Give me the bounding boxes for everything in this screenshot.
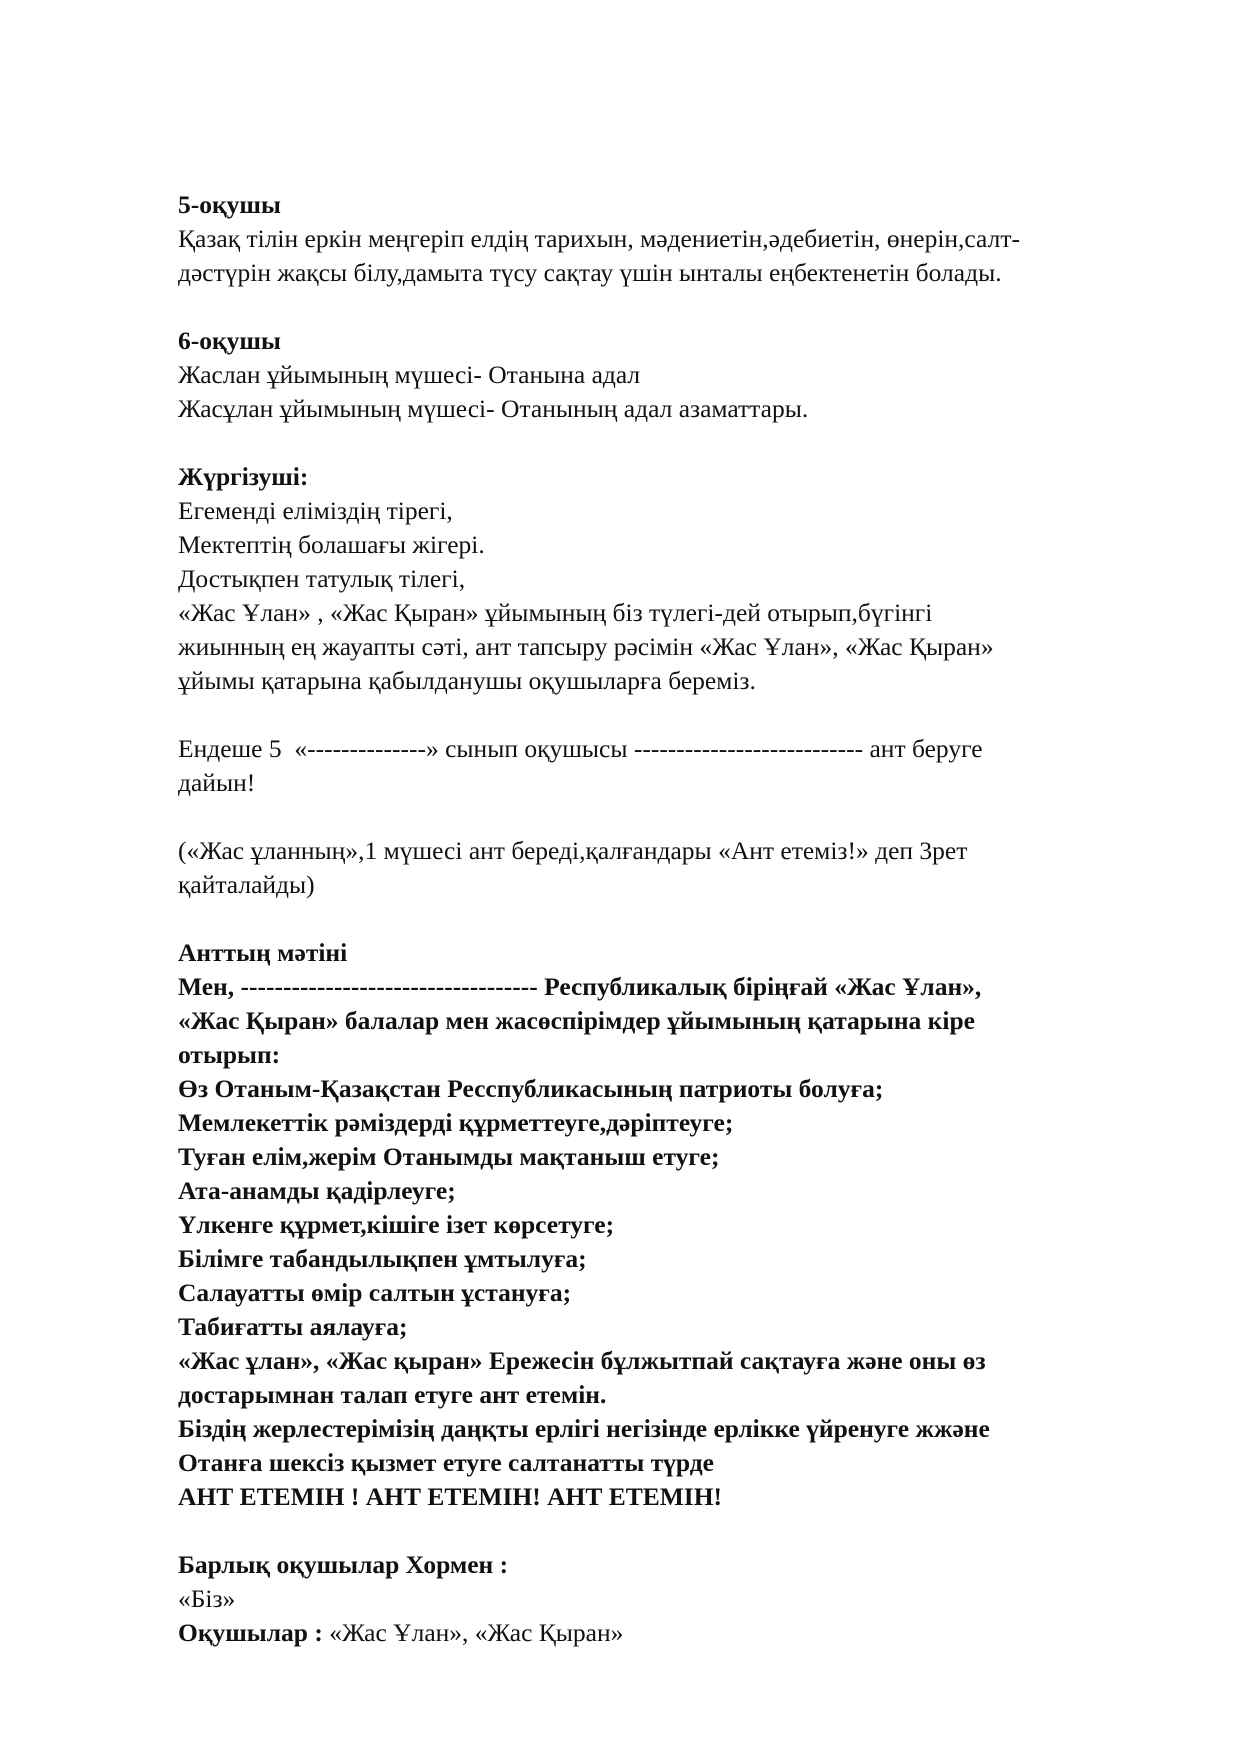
section-heading-student-5: 5-оқушы <box>178 190 281 219</box>
body-line: дайын! <box>178 768 256 797</box>
body-line: Достықпен татулық тілегі, <box>178 564 466 593</box>
oath-line: «Жас Қыран» балалар мен жасөспірімдер ұйымының қатарына кіре <box>178 1006 975 1035</box>
oath-line: Ата-анамды қадірлеуге; <box>178 1176 456 1205</box>
paragraph-gap <box>178 1514 1178 1548</box>
students-line <box>178 1616 1178 1650</box>
oath-line: Табиғатты аялауға; <box>178 1312 408 1341</box>
oath-line: Мен, ----------------------------------- Республикалық біріңғай «Жас Ұлан», <box>178 972 982 1001</box>
body-line: ұйымы қатарына қабылданушы оқушыларға береміз. <box>178 666 756 695</box>
body-line: Егеменді еліміздің тірегі, <box>178 496 453 525</box>
paragraph-gap <box>178 902 1178 936</box>
body-line: Ендеше 5 «--------------» сынып оқушысы --------------------------- ант беруге <box>178 734 983 763</box>
oath-line: Өз Отаным-Қазақстан Ресспубликасының патриоты болуға; <box>178 1074 884 1103</box>
body-line: жиынның ең жауапты сәті, ант тапсыру рәсімін «Жас Ұлан», «Жас Қыран» <box>178 632 994 661</box>
section-heading-host: Жүргізуші: <box>178 462 309 491</box>
document-body <box>178 188 1178 1650</box>
body-line: Мектептің болашағы жігері. <box>178 530 485 559</box>
section-heading-student-6: 6-оқушы <box>178 326 281 355</box>
oath-line: Үлкенге құрмет,кішіге ізет көрсетуге; <box>178 1210 615 1239</box>
oath-line: Біздің жерлестерімізің даңқты ерлігі негізінде ерлікке үйренуге жжәне <box>178 1414 990 1443</box>
body-line: Жасұлан ұйымының мүшесі- Отанының адал азаматтары. <box>178 394 809 423</box>
oath-line: Салауатты өмір салтын ұстануға; <box>178 1278 572 1307</box>
oath-line: АНТ ЕТЕМІН ! АНТ ЕТЕМІН! АНТ ЕТЕМІН! <box>178 1482 723 1511</box>
oath-line: Отанға шексіз қызмет етуге салтанатты түрде <box>178 1448 714 1477</box>
students-label: Оқушылар : <box>178 1618 323 1647</box>
body-line: дәстүрін жақсы білу,дамыта түсу сақтау үшін ынталы еңбектенетін болады. <box>178 258 1002 287</box>
section-heading-oath-text: Анттың мәтіні <box>178 938 348 967</box>
stage-note-line: қайталайды) <box>178 870 315 899</box>
oath-line: достарымнан талап етуге ант етемін. <box>178 1380 607 1409</box>
body-line: «Жас Ұлан» , «Жас Қыран» ұйымының біз түлегі-дей отырып,бүгінгі <box>178 598 933 627</box>
paragraph-gap <box>178 426 1178 460</box>
chorus-line: «Біз» <box>178 1584 236 1613</box>
oath-line: Туған елім,жерім Отанымды мақтаныш етуге; <box>178 1142 720 1171</box>
section-heading-chorus: Барлық оқушылар Хормен : <box>178 1550 509 1579</box>
body-line: Қазақ тілін еркін меңгеріп елдің тарихын, мәдениетін,әдебиетін, өнерін,салт- <box>178 224 1020 253</box>
oath-line: Мемлекеттік рәміздерді құрметтеуге,дәріптеуге; <box>178 1108 734 1137</box>
paragraph-gap <box>178 290 1178 324</box>
students-text: «Жас Ұлан», «Жас Қыран» <box>322 1618 624 1647</box>
oath-line: «Жас ұлан», «Жас қыран» Ережесін бұлжытпай сақтауға және оны өз <box>178 1346 986 1375</box>
paragraph-gap <box>178 800 1178 834</box>
body-line: Жаслан ұйымының мүшесі- Отанына адал <box>178 360 641 389</box>
stage-note-line: («Жас ұланның»,1 мүшесі ант береді,қалғандары «Ант етеміз!» деп 3рет <box>178 836 968 865</box>
oath-line: Білімге табандылықпен ұмтылуға; <box>178 1244 587 1273</box>
oath-line: отырып: <box>178 1040 281 1069</box>
paragraph-gap <box>178 698 1178 732</box>
